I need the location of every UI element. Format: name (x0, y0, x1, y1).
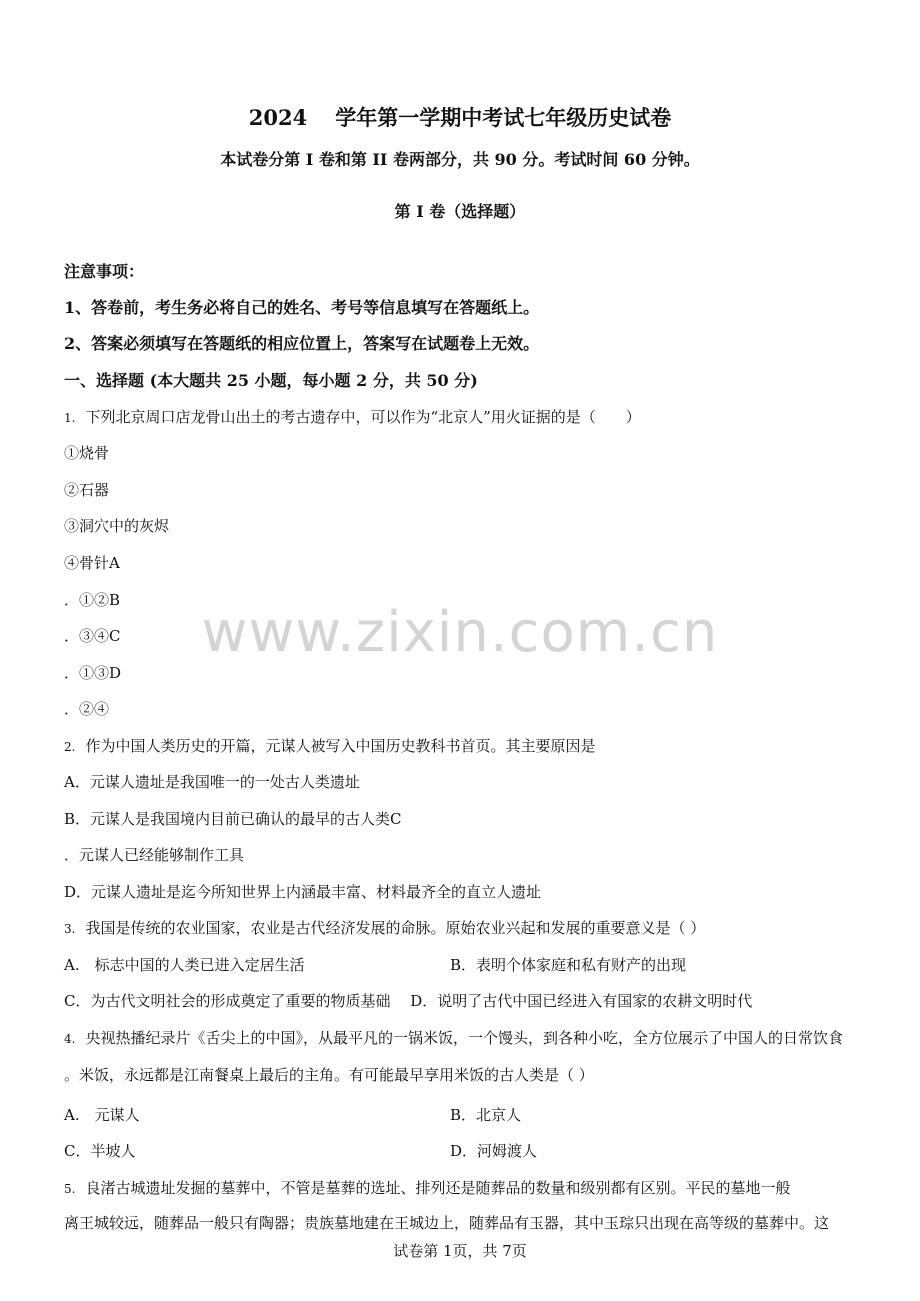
option-b: B．表明个体家庭和私有财产的出现 (450, 956, 687, 974)
exam-year: 2024 (248, 105, 308, 130)
answer-line: B．元谋人是我国境内目前已确认的最早的古人类C (64, 810, 402, 828)
option-row (64, 1141, 538, 1161)
answer-line: ．②④ (64, 700, 110, 718)
question-number: 4. (64, 1032, 76, 1046)
answer-line: ①烧骨 (64, 444, 110, 462)
option-row: C．为古代文明社会的形成奠定了重要的物质基础 D．说明了古代中国已经进入有国家的农耕文明时代 (64, 992, 753, 1010)
question-number: 3. (64, 922, 76, 936)
exam-title (0, 104, 920, 132)
question-text: 央视热播纪录片《舌尖上的中国》，从最平凡的一锅米饭，一个馒头，到各种小吃，全方位展示了中国人的日常饮食 (85, 1029, 843, 1047)
option-b: B．北京人 (450, 1106, 522, 1124)
question-text: 作为中国人类历史的开篇，元谋人被写入中国历史教科书首页。其主要原因是 (85, 737, 596, 755)
question-stem (64, 918, 705, 939)
question-text-cont: 离王城较远，随葬品一般只有陶器；贵族墓地建在王城边上，随葬品有玉器，其中玉琮只出现在高等级的墓葬中。这 (64, 1214, 830, 1232)
question-number: 2. (64, 740, 76, 754)
notice-item: 2、答案必须填写在答题纸的相应位置上，答案写在试题卷上无效。 (64, 334, 540, 353)
answer-line: A．元谋人遗址是我国唯一的一处古人类遗址 (64, 773, 360, 791)
watermark: www.zixin.com.cn (201, 600, 719, 665)
section-heading: 一、选择题 (本大题共 25 小题，每小题 2 分，共 50 分) (64, 371, 478, 390)
exam-subtitle: 本试卷分第 I 卷和第 II 卷两部分，共 90 分。考试时间 60 分钟。 (220, 150, 700, 169)
answer-line: ．①②B (64, 591, 121, 609)
question-stem (64, 1028, 843, 1049)
option-a: A. 元谋人 (64, 1106, 140, 1124)
answer-line: ．①③D (64, 664, 122, 682)
question-number: 5. (64, 1182, 76, 1196)
answer-line: ②石器 (64, 481, 110, 499)
option-d: D．河姆渡人 (450, 1142, 538, 1160)
answer-line: ④骨针A (64, 554, 120, 572)
question-stem (64, 1178, 790, 1199)
question-stem (64, 407, 641, 428)
notice-heading: 注意事项： (64, 262, 145, 281)
question-text: 我国是传统的农业国家，农业是古代经济发展的命脉。原始农业兴起和发展的重要意义是（ ） (85, 919, 706, 937)
question-text-cont: 。米饭，永远都是江南餐桌上最后的主角。有可能最早享用米饭的古人类是（ ） (64, 1066, 594, 1084)
page-footer: 试卷第 1页，共 7页 (393, 1242, 527, 1260)
option-row (64, 1105, 522, 1125)
notice-item: 1、答卷前，考生务必将自己的姓名、考号等信息填写在答题纸上。 (64, 298, 540, 317)
question-stem (64, 736, 595, 757)
exam-title-text: 学年第一学期中考试七年级历史试卷 (335, 105, 672, 130)
part-heading: 第 I 卷（选择题） (394, 202, 526, 221)
answer-line: ．③④C (64, 627, 121, 645)
question-number: 1. (64, 411, 76, 425)
answer-line: D．元谋人遗址是迄今所知世界上内涵最丰富、材料最齐全的直立人遗址 (64, 883, 542, 901)
answer-line: ．元谋人已经能够制作工具 (64, 846, 245, 864)
question-text: 下列北京周口店龙骨山出土的考古遗存中，可以作为“北京人”用火证据的是（ ） (85, 408, 641, 426)
option-a: A. 标志中国的人类已进入定居生活 (64, 956, 305, 974)
question-text: 良渚古城遗址发掘的墓葬中，不管是墓葬的选址、排列还是随葬品的数量和级别都有区别。平民的墓地一般 (85, 1179, 791, 1197)
option-c: C．半坡人 (64, 1142, 136, 1160)
answer-line: ③洞穴中的灰烬 (64, 517, 170, 535)
option-row (64, 955, 687, 975)
